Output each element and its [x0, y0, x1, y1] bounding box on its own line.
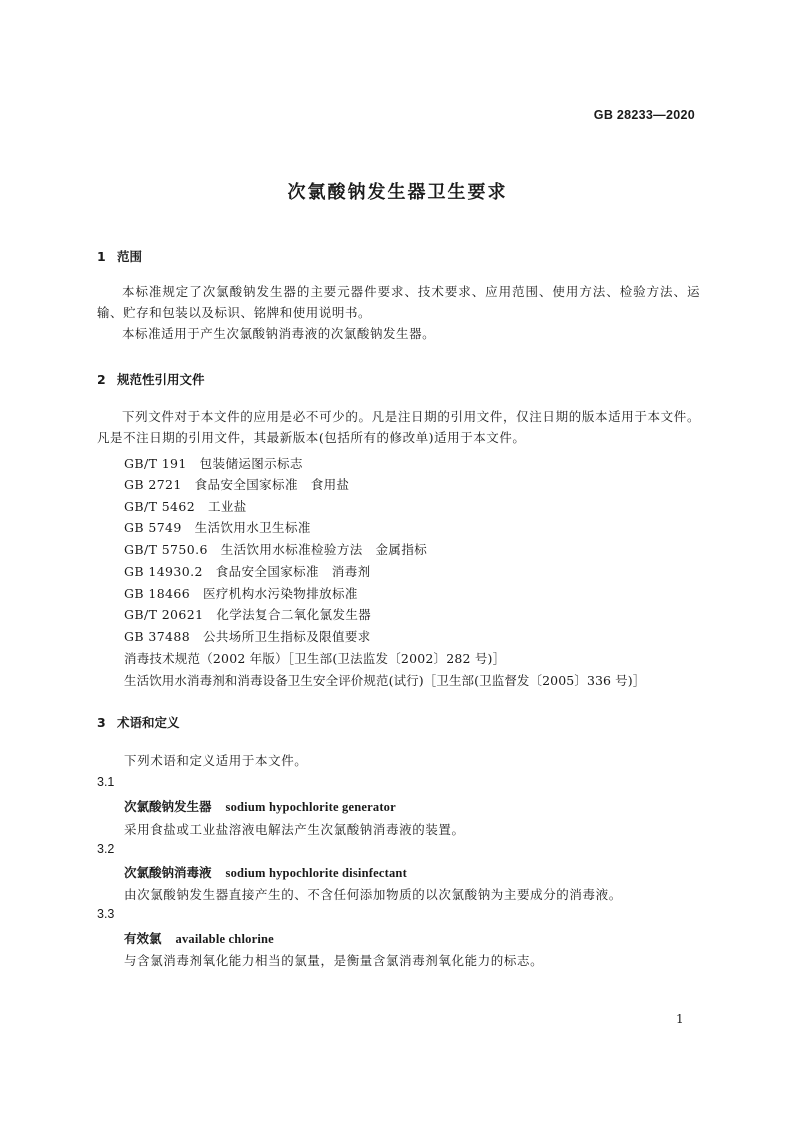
scope-paragraph-1: 本标准规定了次氯酸钠发生器的主要元器件要求、技术要求、应用范围、使用方法、检验方法、运输、贮存和包装以及标识、铭牌和使用说明书。 [97, 284, 700, 320]
scope-paragraph-2: 本标准适用于产生次氯酸钠消毒液的次氯酸钠发生器。 [122, 326, 436, 341]
term-name-zh: 次氯酸钠消毒液 [124, 865, 212, 880]
section-title: 范围 [117, 249, 143, 264]
reference-item: GB/T 5750.6 生活饮用水标准检验方法 金属指标 [124, 542, 428, 557]
section-title: 规范性引用文件 [117, 372, 205, 387]
reference-item: GB/T 191 包装储运图示标志 [124, 456, 303, 471]
reference-item: GB 5749 生活饮用水卫生标准 [124, 520, 311, 535]
term-name-zh: 有效氯 [124, 931, 162, 946]
reference-item: 生活饮用水消毒剂和消毒设备卫生安全评价规范(试行)［卫生部(卫监督发〔2005〕336 号)］ [124, 673, 646, 688]
section-heading-references [97, 370, 205, 388]
standard-number: GB 28233—2020 [593, 108, 695, 122]
term-number: 3.2 [97, 842, 115, 856]
page-number: 1 [676, 1012, 684, 1026]
term-name [124, 929, 274, 947]
term-definition: 采用食盐或工业盐溶液电解法产生次氯酸钠消毒液的装置。 [124, 822, 465, 837]
reference-item: GB/T 20621 化学法复合二氧化氯发生器 [124, 607, 372, 622]
term-number: 3.3 [97, 907, 115, 921]
term-name-en: available chlorine [175, 932, 274, 946]
section-number: 2 [97, 372, 106, 387]
term-name-en: sodium hypochlorite disinfectant [225, 866, 407, 880]
section-heading-terms [97, 713, 180, 731]
document-title: 次氯酸钠发生器卫生要求 [287, 182, 508, 203]
reference-item: GB 2721 食品安全国家标准 食用盐 [124, 477, 350, 492]
term-name-en: sodium hypochlorite generator [225, 800, 396, 814]
reference-item: GB/T 5462 工业盐 [124, 499, 247, 514]
term-definition: 与含氯消毒剂氧化能力相当的氯量，是衡量含氯消毒剂氧化能力的标志。 [124, 953, 544, 968]
section-title: 术语和定义 [117, 715, 180, 730]
term-number: 3.1 [97, 775, 115, 789]
term-name [124, 797, 396, 815]
reference-item: GB 18466 医疗机构水污染物排放标准 [124, 586, 358, 601]
term-definition: 由次氯酸钠发生器直接产生的、不含任何添加物质的以次氯酸钠为主要成分的消毒液。 [124, 887, 622, 902]
section-heading-scope [97, 247, 142, 265]
reference-item: GB 37488 公共场所卫生指标及限值要求 [124, 629, 371, 644]
section-number: 1 [97, 249, 106, 264]
section-number: 3 [97, 715, 106, 730]
term-name-zh: 次氯酸钠发生器 [124, 799, 212, 814]
references-intro: 下列文件对于本文件的应用是必不可少的。凡是注日期的引用文件，仅注日期的版本适用于本文件。凡是不注日期的引用文件，其最新版本(包括所有的修改单)适用于本文件。 [97, 409, 700, 445]
term-name [124, 863, 407, 881]
terms-intro: 下列术语和定义适用于本文件。 [124, 753, 308, 768]
reference-item: GB 14930.2 食品安全国家标准 消毒剂 [124, 564, 371, 579]
reference-item: 消毒技术规范（2002 年版）［卫生部(卫法监发〔2002〕282 号)］ [124, 651, 506, 666]
